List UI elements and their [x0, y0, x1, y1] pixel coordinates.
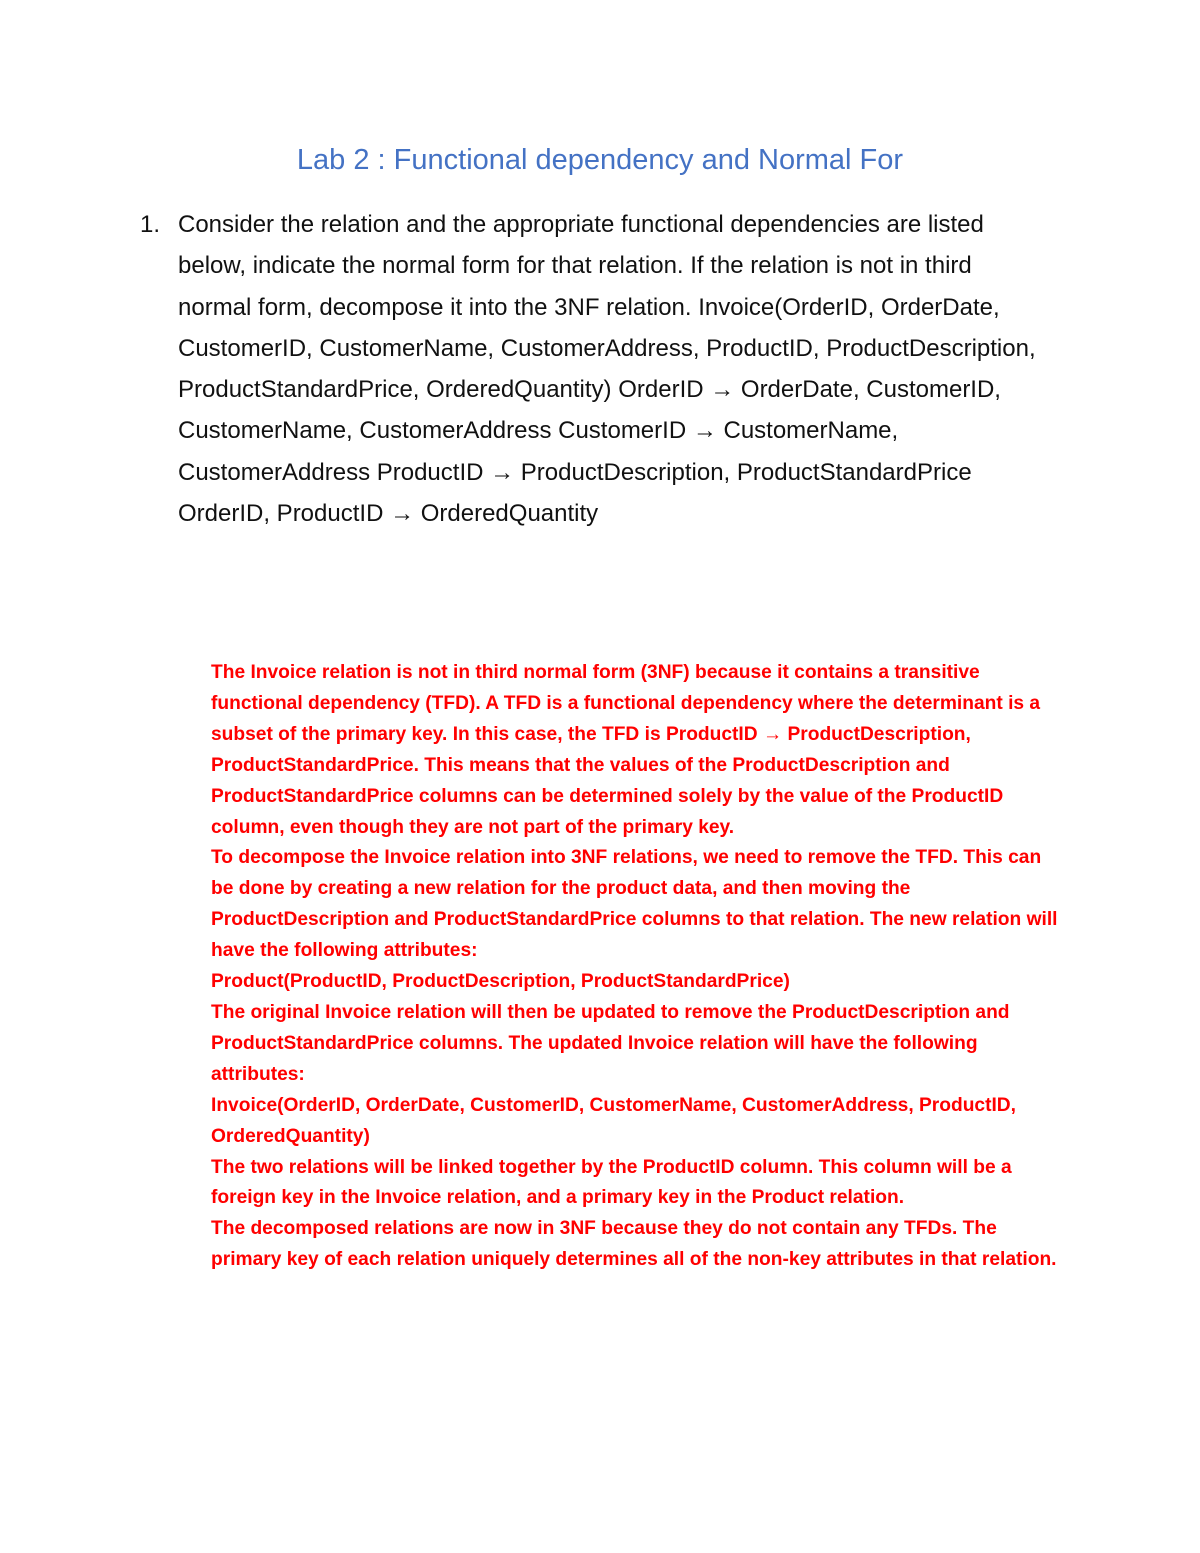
answer-paragraph-decomposition: To decompose the Invoice relation into 3NF relations, we need to remove the TFD. This can be done by creating a new relation for the product data, and then moving the ProductDescription and ProductStandardPrice columns to that relation. The new relation will have the following attributes:: [211, 847, 1058, 962]
question-number: 1.: [140, 211, 161, 238]
answer-product-relation: Product(ProductID, ProductDescription, ProductStandardPrice): [211, 971, 790, 993]
answer-paragraph-explanation: The Invoice relation is not in third normal form (3NF) because it contains a transitive functional dependency (TFD). A TFD is a functional dependency where the determinant is a subset of the primary key. In this case, the TFD is ProductID → ProductDescription, ProductStandardPrice. This means that the values of the ProductDescription and ProductStandardPrice columns can be determined solely by the value of the ProductID column, even though they are not part of the primary key.: [211, 662, 1041, 838]
question-text: Consider the relation and the appropriate functional dependencies are listed below, indicate the normal form for that relation. If the relation is not in third normal form, decompose it into the 3NF relation. Invoice(OrderID, OrderDate, CustomerID, CustomerName, CustomerAddress, ProductID, ProductDescription, ProductStandardPrice, OrderedQuantity) OrderID → OrderDate, CustomerID, CustomerName, CustomerAddress CustomerID → CustomerName, CustomerAddress ProductID → ProductDescription, ProductStandardPrice OrderID, ProductID → OrderedQuantity: [178, 211, 1036, 528]
answer-paragraph-link: The two relations will be linked together by the ProductID column. This column will be a foreign key in the Invoice relation, and a primary key in the Product relation.: [211, 1156, 1012, 1209]
question-item: [140, 204, 1040, 534]
answer-invoice-relation: Invoice(OrderID, OrderDate, CustomerID, CustomerName, CustomerAddress, ProductID, OrderedQuantity): [211, 1094, 1016, 1147]
document-title: Lab 2 : Functional dependency and Normal For: [296, 144, 904, 176]
answer-block: [211, 658, 1066, 1276]
answer-paragraph-conclusion: The decomposed relations are now in 3NF because they do not contain any TFDs. The primary key of each relation uniquely determines all of the non-key attributes in that relation.: [211, 1218, 1057, 1271]
answer-paragraph-update: The original Invoice relation will then be updated to remove the ProductDescription and ProductStandardPrice columns. The updated Invoice relation will have the following attributes:: [211, 1001, 1010, 1085]
